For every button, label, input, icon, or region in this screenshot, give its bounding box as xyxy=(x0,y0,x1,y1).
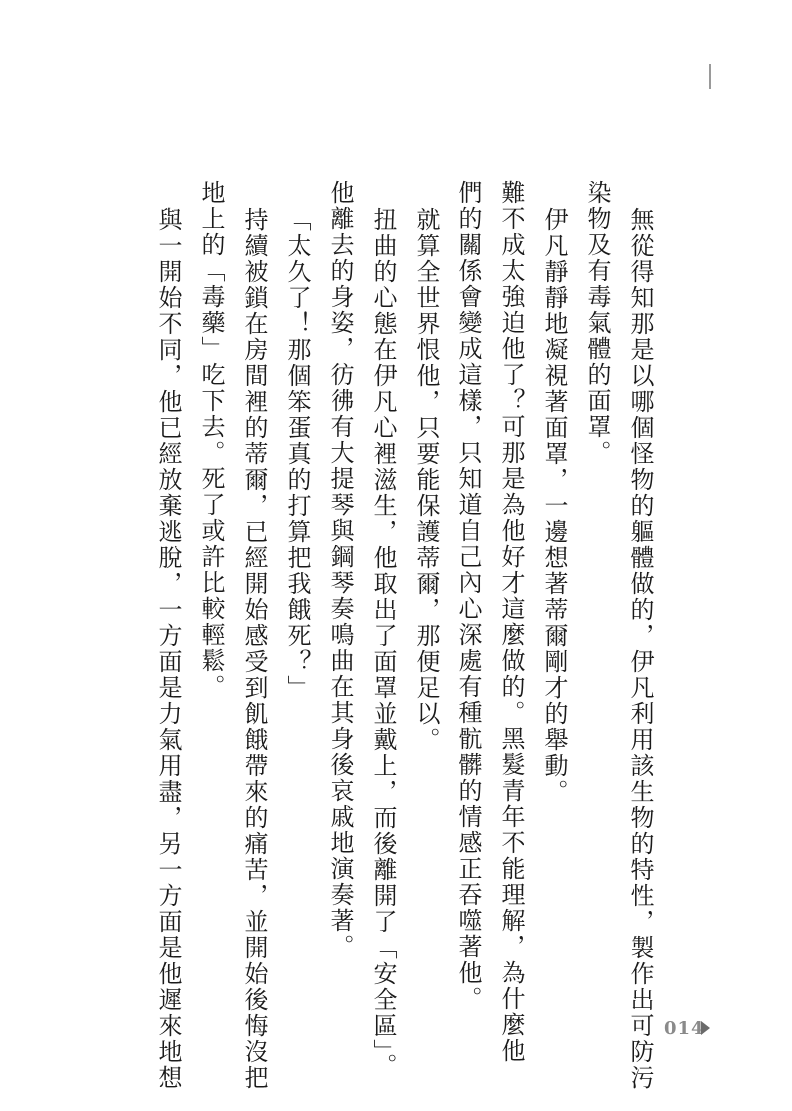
text-column-6: 就算全世界恨他，只要能保護蒂爾，那便足以。 xyxy=(412,207,440,753)
text-column-1: 無從得知那是以哪個怪物的軀體做的，伊凡利用該生物的特性，製作出可防污 xyxy=(626,207,654,1091)
triangle-right-icon xyxy=(701,1021,710,1035)
text-column-11: 地上的「毒藥」吃下去。死了或許比較輕鬆。 xyxy=(197,180,225,700)
text-column-3: 伊凡靜靜地凝視著面罩，一邊想著蒂爾剛才的舉動。 xyxy=(540,207,568,805)
text-column-10: 持續被鎖在房間裡的蒂爾，已經開始感受到飢餓帶來的痛苦，並開始後悔沒把 xyxy=(240,207,268,1091)
text-column-4: 難不成太強迫他了？可那是為他好才這麼做的。黑髮青年不能理解，為什麼他 xyxy=(497,180,525,1064)
text-column-9: 「太久了！那個笨蛋真的打算把我餓死？」 xyxy=(283,207,311,701)
text-column-2: 染物及有毒氣體的面罩。 xyxy=(583,180,611,466)
text-column-7: 扭曲的心態在伊凡心裡滋生，他取出了面罩並戴上，而後離開了「安全區」。 xyxy=(369,207,397,1079)
page-number: 014 xyxy=(664,1018,705,1039)
text-column-12: 與一開始不同，他已經放棄逃脫，一方面是力氣用盡，另一方面是他遲來地想 xyxy=(154,207,182,1091)
text-column-5: 們的關係會變成這樣，只知道自己內心深處有種骯髒的情感正吞噬著他。 xyxy=(454,180,482,1012)
text-column-8: 他離去的身姿，彷彿有大提琴與鋼琴奏鳴曲在其身後哀戚地演奏著。 xyxy=(326,180,354,960)
page-edge-rule xyxy=(709,64,711,89)
vertical-text-block xyxy=(150,180,670,1091)
